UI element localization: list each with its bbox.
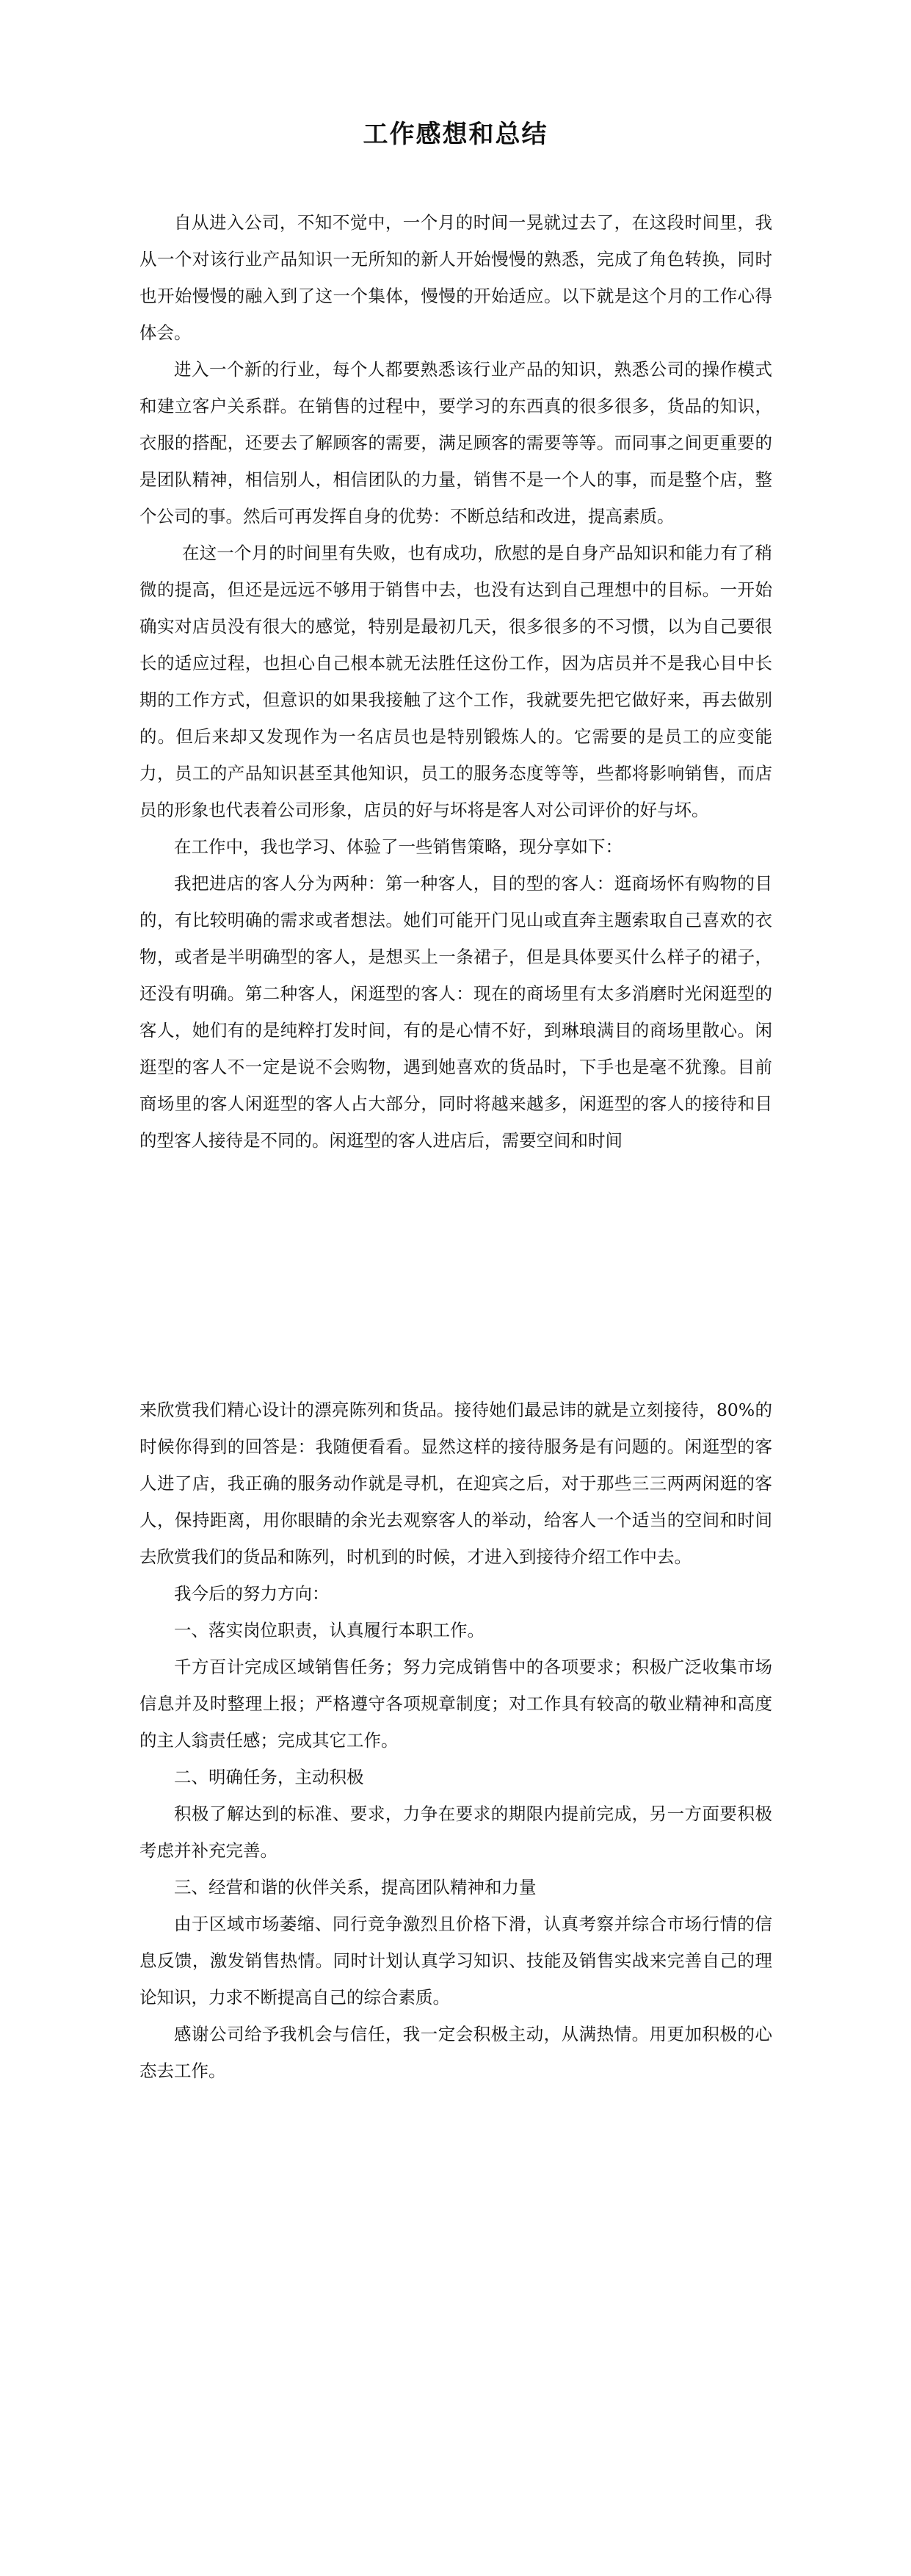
section-heading: 一、落实岗位职责，认真履行本职工作。 xyxy=(174,1620,484,1640)
document-title: 工作感想和总结 xyxy=(363,120,548,149)
body-text-before-gap xyxy=(139,204,772,1159)
paragraph: 积极了解达到的标准、要求，力争在要求的期限内提前完成，另一方面要积极考虑并补充完善。 xyxy=(139,1803,772,1861)
paragraph: 自从进入公司，不知不觉中，一个月的时间一晃就过去了，在这段时间里，我从一个对该行业产品知识一无所知的新人开始慢慢的熟悉，完成了角色转换，同时也开始慢慢的融入到了这一个集体，慢慢的开始适应。以下就是这个月的工作心得体会。 xyxy=(139,212,772,343)
paragraph: 我把进店的客人分为两种：第一种客人，目的型的客人：逛商场怀有购物的目的，有比较明确的需求或者想法。她们可能开门见山或直奔主题索取自己喜欢的衣物，或者是半明确型的客人，是想买上一条裙子，但是具体要买什么样子的裙子，还没有明确。第二种客人，闲逛型的客人：现在的商场里有太多消磨时光闲逛型的客人，她们有的是纯粹打发时间，有的是心情不好，到琳琅满目的商场里散心。闲逛型的客人不一定是说不会购物，遇到她喜欢的货品时，下手也是毫不犹豫。目前商场里的客人闲逛型的客人占大部分，同时将越来越多，闲逛型的客人的接待和目的型客人接待是不同的。闲逛型的客人进店后，需要空间和时间 xyxy=(139,873,772,1151)
section-heading: 三、经营和谐的伙伴关系，提高团队精神和力量 xyxy=(174,1877,537,1897)
paragraph-continuation: 来欣赏我们精心设计的漂亮陈列和货品。接待她们最忌讳的就是立刻接待，80%的时候你得到的回答是：我随便看看。显然这样的接待服务是有问题的。闲逛型的客人进了店，我正确的服务动作就是寻机，在迎宾之后，对于那些三三两两闲逛的客人，保持距离，用你眼睛的余光去观察客人的举动，给客人一个适当的空间和时间去欣赏我们的货品和陈列，时机到的时候，才进入到接待介绍工作中去。 xyxy=(139,1400,772,1567)
paragraph: 在工作中，我也学习、体验了一些销售策略，现分享如下： xyxy=(174,836,623,857)
section-heading: 二、明确任务，主动积极 xyxy=(174,1767,364,1787)
paragraph: 由于区域市场萎缩、同行竞争激烈且价格下滑，认真考察并综合市场行情的信息反馈，激发销售热情。同时计划认真学习知识、技能及销售实战来完善自己的理论知识，力求不断提高自己的综合素质。 xyxy=(139,1914,772,2008)
body-text-after-gap xyxy=(139,1392,772,2089)
paragraph: 千方百计完成区域销售任务；努力完成销售中的各项要求；积极广泛收集市场信息并及时整理上报；严格遵守各项规章制度；对工作具有较高的敬业精神和高度的主人翁责任感；完成其它工作。 xyxy=(139,1657,772,1751)
paragraph: 进入一个新的行业，每个人都要熟悉该行业产品的知识，熟悉公司的操作模式和建立客户关系群。在销售的过程中，要学习的东西真的很多很多，货品的知识，衣服的搭配，还要去了解顾客的需要，满足顾客的需要等等。而同事之间更重要的是团队精神，相信别人，相信团队的力量，销售不是一个人的事，而是整个店，整个公司的事。然后可再发挥自身的优势：不断总结和改进，提高素质。 xyxy=(139,359,772,527)
paragraph: 我今后的努力方向： xyxy=(174,1583,330,1604)
paragraph: 感谢公司给予我机会与信任，我一定会积极主动，从满热情。用更加积极的心态去工作。 xyxy=(139,2024,772,2081)
paragraph: 在这一个月的时间里有失败，也有成功，欣慰的是自身产品知识和能力有了稍微的提高，但还是远远不够用于销售中去，也没有达到自己理想中的目标。一开始确实对店员没有很大的感觉，特别是最初几天，很多很多的不习惯，以为自己要很长的适应过程，也担心自己根本就无法胜任这份工作，因为店员并不是我心目中长期的工作方式，但意识的如果我接触了这个工作，我就要先把它做好来，再去做别的。但后来却又发现作为一名店员也是特别锻炼人的。它需要的是员工的应变能力，员工的产品知识甚至其他知识，员工的服务态度等等，些都将影响销售，而店员的形象也代表着公司形象，店员的好与坏将是客人对公司评价的好与坏。 xyxy=(139,543,772,820)
